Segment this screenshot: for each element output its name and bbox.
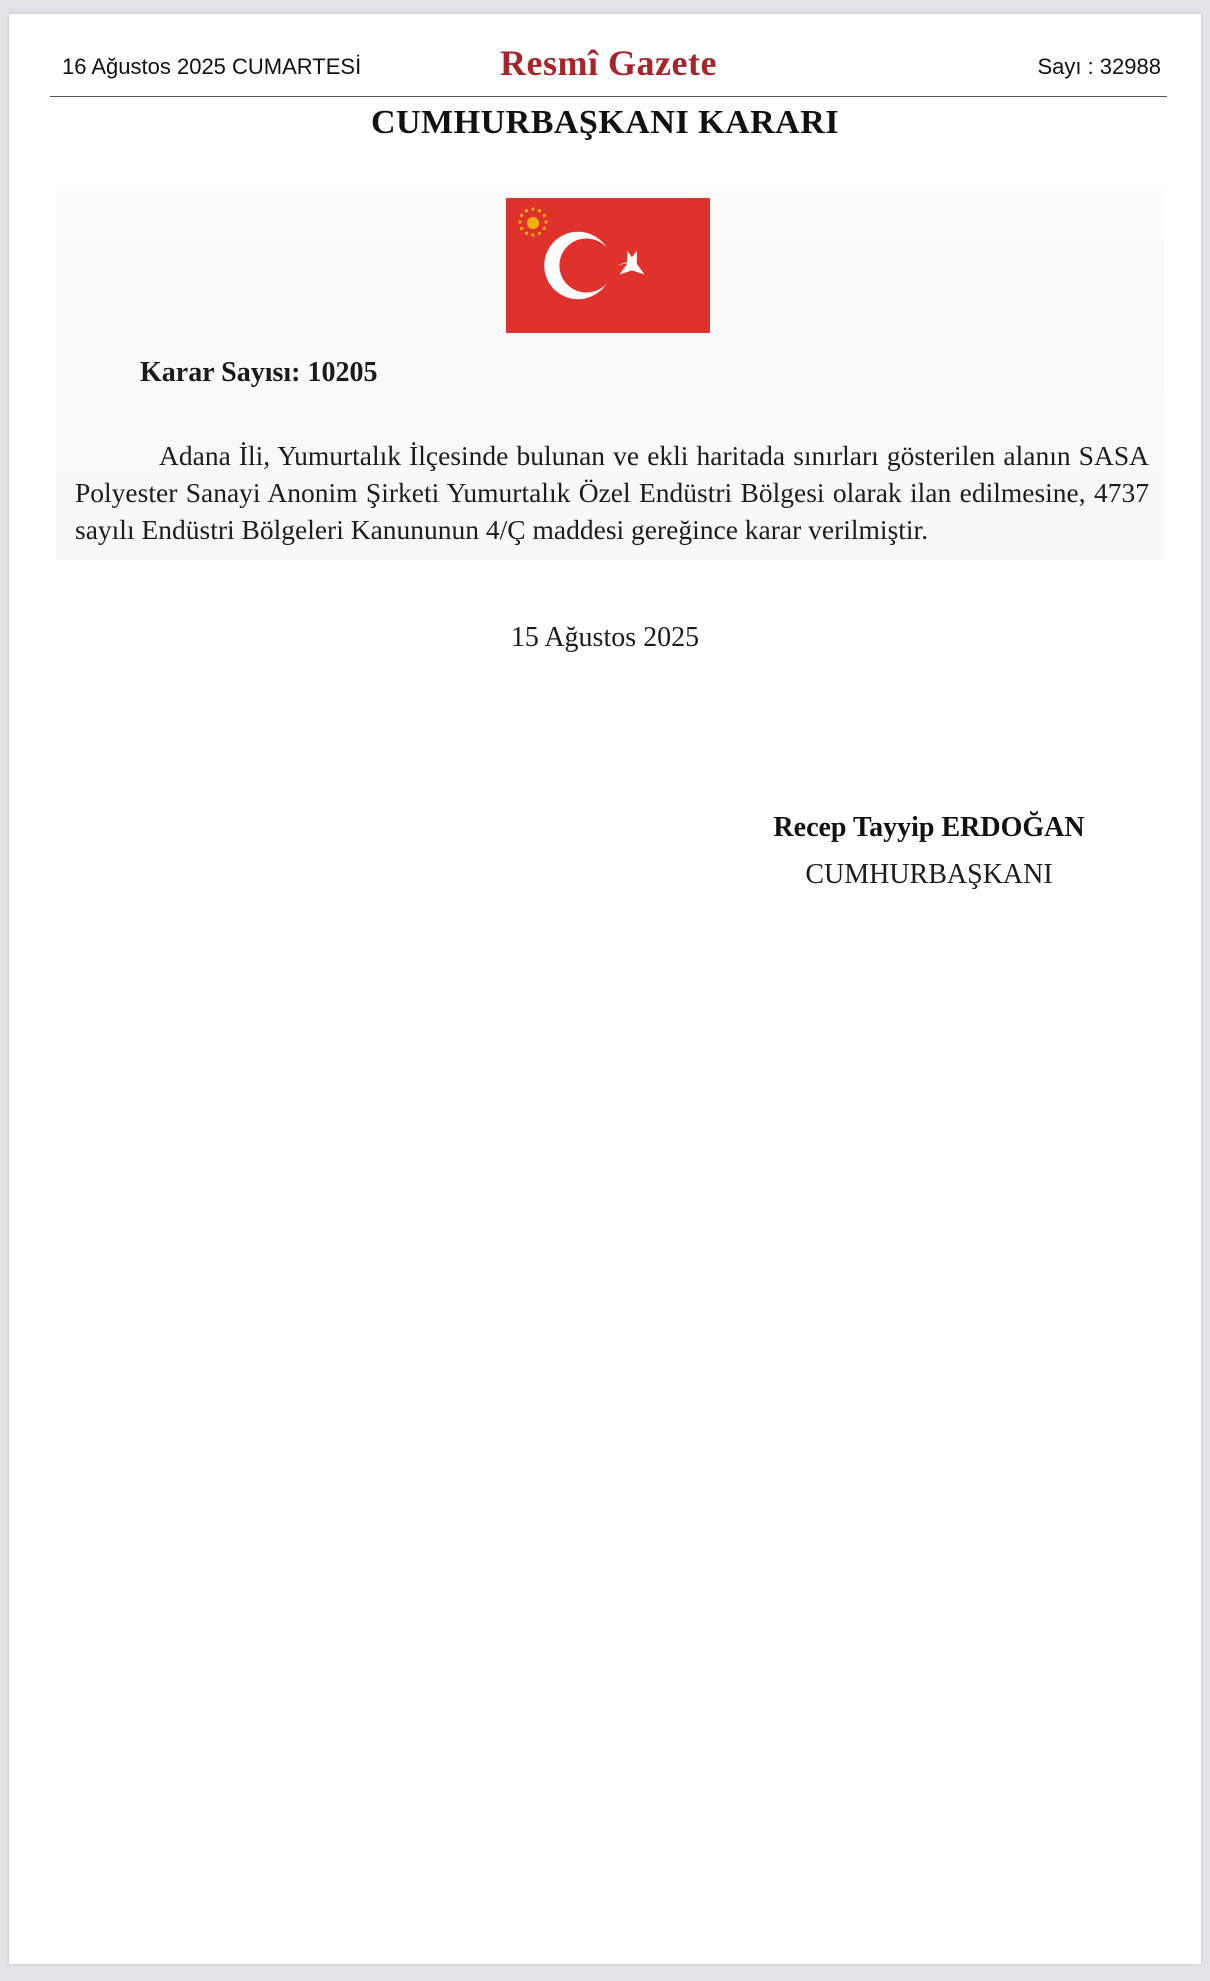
publication-date: 16 Ağustos 2025 CUMARTESİ	[62, 54, 362, 79]
masthead: Resmî Gazete	[500, 43, 717, 83]
decision-body: Adana İli, Yumurtalık İlçesinde bulunan ve ekli haritada sınırları gösterilen alanın SASA Polyester Sanayi Anonim Şirketi Yumurtalık Özel Endüstri Bölgesi olarak ilan edilmesine, 4737 sayılı Endüstri Bölgeleri Kanununun 4/Ç maddesi gereğince karar verilmiştir.	[75, 439, 1149, 545]
header-divider	[50, 96, 1167, 97]
decision-date: 15 Ağustos 2025	[510, 622, 700, 653]
signer-title: CUMHURBAŞKANI	[805, 859, 1053, 890]
gazette-page	[9, 14, 1201, 1964]
document-title: CUMHURBAŞKANI KARARI	[370, 104, 840, 141]
signer-name: Recep Tayyip ERDOĞAN	[773, 812, 1085, 843]
decision-number: Karar Sayısı: 10205	[140, 357, 378, 388]
issue-number: Sayı : 32988	[1037, 54, 1161, 79]
gazette-header	[50, 36, 1167, 96]
turkish-flag-icon	[506, 198, 710, 333]
